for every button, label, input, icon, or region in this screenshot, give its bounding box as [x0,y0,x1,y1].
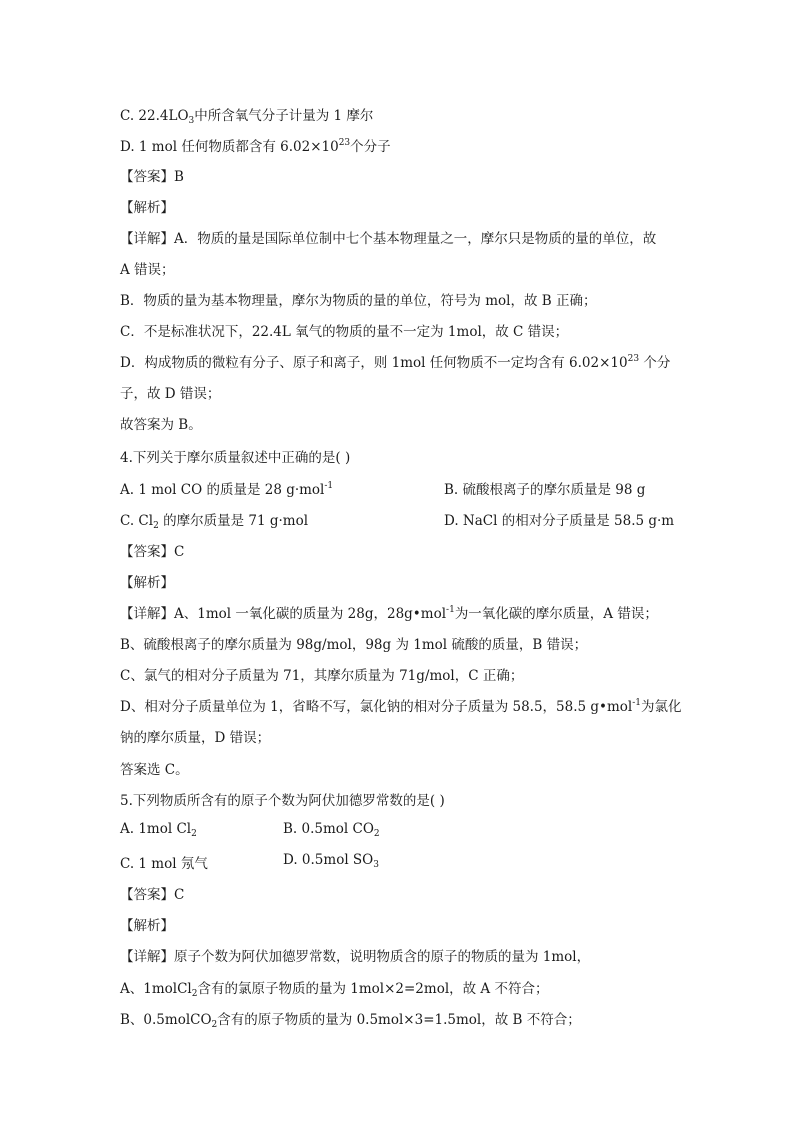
q3-detail-c: C．不是标准状况下，22.4L 氧气的物质的量不一定为 1mol，故 C 错误； [120,324,569,340]
q5-detail-intro: 【详解】原子个数为阿伏加德罗常数，说明物质含的原子的物质的量为 1mol， [120,949,591,965]
q4-answer: 【答案】C [120,544,185,560]
q3-conclusion: 故答案为 B。 [120,417,202,433]
q5-detail-a: A、1molCl$_2$含有的氯原子物质的量为 1mol×2=2mol，故 A 不符合； [120,981,549,999]
q5-option-b: B. 0.5mol $CO_2$ [283,821,380,839]
q4-conclusion: 答案选 C。 [120,762,189,778]
q5-option-d: D. 0.5mol $SO_3$ [283,852,379,870]
q5-detail-b: B、0.5molCO$_2$含有的原子物质的量为 0.5mol×3=1.5mol，故 B 不符合； [120,1012,581,1030]
q4-option-d: D. NaCl 的相对分子质量是 58.5 g·m [444,513,675,529]
q4-detail-a: 【详解】A、1mol 一氧化碳的质量为 28g，28g•mol$^{-1}$为一氧化碳的摩尔质量，A 错误； [120,605,658,622]
q4-detail-d-line1: D、相对分子质量单位为 1，省略不写，氯化钠的相对分子质量为 58.5，58.5 g•mol$^{-1}$为氯化 [120,698,682,715]
q4-detail-c: C、氯气的相对分子质量为 71，其摩尔质量为 71g/mol，C 正确； [120,668,524,684]
q3-answer: 【答案】B [120,169,184,185]
q3-analysis-heading: 【解析】 [120,200,174,216]
q4-option-c: C. $Cl_2$ 的摩尔质量是 71 g·mol [120,513,309,531]
q4-detail-d-line2: 钠的摩尔质量，D 错误； [120,730,271,746]
q4-option-a: A. 1 mol CO 的质量是 28 g·mol$^{-1}$ [120,481,334,498]
q3-detail-a-line1: 【详解】A．物质的量是国际单位制中七个基本物理量之一，摩尔只是物质的量的单位，故 [120,231,657,247]
q4-detail-b: B、硫酸根离子的摩尔质量为 98g/mol，98g 为 1mol 硫酸的质量，B 错误； [120,637,588,653]
q3-detail-d-line1: D．构成物质的微粒有分子、原子和离子，则 1mol 任何物质不一定均含有 $6.02\times 10^{23}$ 个分 [120,354,671,371]
q5-analysis-heading: 【解析】 [120,918,174,934]
q5-stem: 5.下列物质所含有的原子个数为阿伏加德罗常数的是( ) [120,793,445,809]
q4-option-b: B. 硫酸根离子的摩尔质量是 98 g [444,482,646,498]
q3-detail-d-line2: 子，故 D 错误； [120,386,221,402]
q3-detail-a-line2: A 错误； [120,262,175,278]
q3-option-c: C. $22.4LO_3$中所含氧气分子计量为 1 摩尔 [120,108,374,126]
q4-analysis-heading: 【解析】 [120,575,174,591]
q4-stem: 4.下列关于摩尔质量叙述中正确的是( ) [120,450,351,466]
q3-option-d: D. 1 mol 任何物质都含有 $6.02\times 10^{23}$个分子 [120,138,391,155]
q3-detail-b: B．物质的量为基本物理量，摩尔为物质的量的单位，符号为 mol，故 B 正确； [120,293,597,309]
q5-answer: 【答案】C [120,887,185,903]
q5-option-c: C. 1 mol 氖气 [120,856,208,872]
q5-option-a: A. 1mol $Cl_2$ [120,821,197,839]
